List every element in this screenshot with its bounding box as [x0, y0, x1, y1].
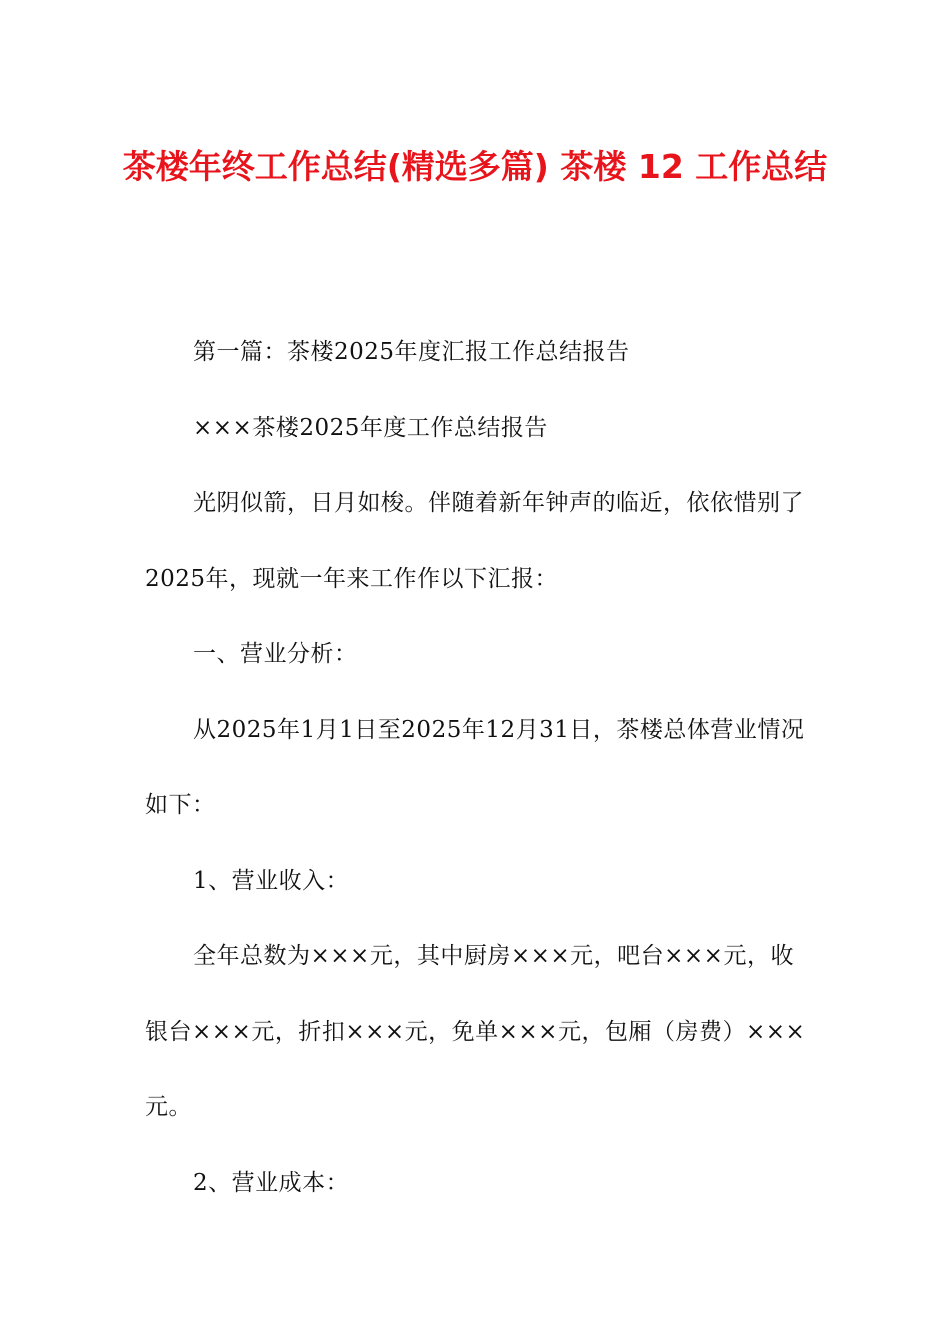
paragraph-report-title: ×××茶楼2025年度工作总结报告 — [193, 414, 548, 441]
paragraph-cost-heading: 2、营业成本： — [193, 1169, 350, 1196]
paragraph-section-heading: 一、营业分析： — [193, 641, 358, 667]
paragraph-revenue-detail: 全年总数为×××元，其中厨房×××元，吧台×××元，收银台×××元，折扣×××元，免单×××元，包厢（房费）×××元。 — [145, 943, 806, 1120]
document-title: 茶楼年终工作总结(精选多篇) 茶楼 12 工作总结 — [122, 147, 828, 186]
paragraph-revenue-heading: 1、营业收入： — [193, 867, 350, 894]
document-body — [145, 315, 810, 1221]
paragraph-intro: 光阴似箭，日月如梭。伴随着新年钟声的临近，依依惜别了2025年，现就一年来工作作以下汇报： — [145, 490, 804, 592]
paragraph-period: 从2025年1月1日至2025年12月31日，茶楼总体营业情况如下： — [145, 716, 805, 818]
paragraph-chapter-heading: 第一篇：茶楼2025年度汇报工作总结报告 — [193, 339, 630, 365]
